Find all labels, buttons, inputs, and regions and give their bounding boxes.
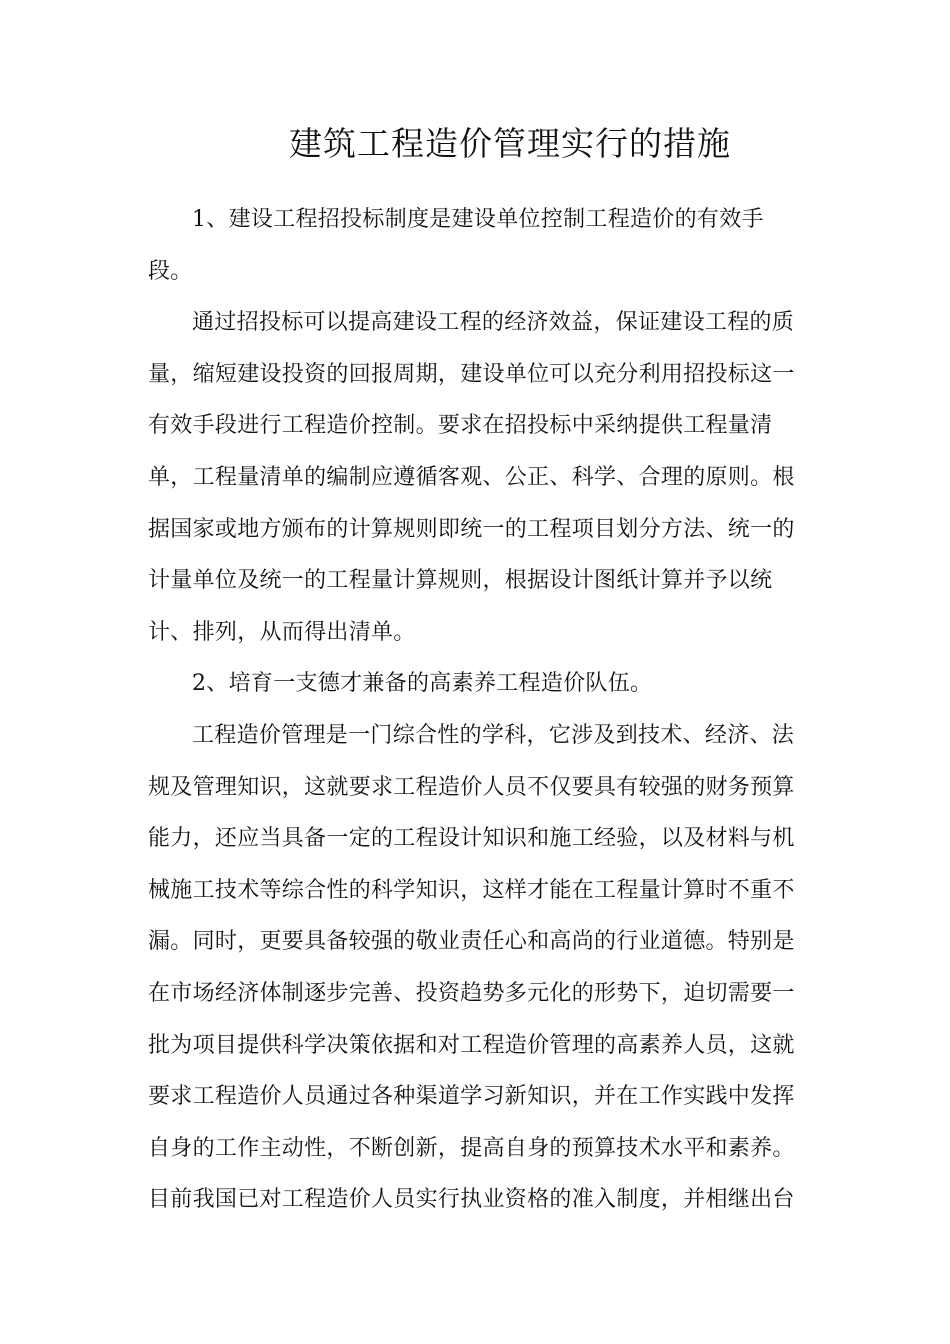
paragraph-line: 自身的工作主动性，不断创新，提高自身的预算技术水平和素养。: [148, 1135, 795, 1161]
paragraph-first-line: 通过招投标可以提高建设工程的经济效益，保证建设工程的质: [192, 310, 795, 336]
paragraph-first-line: 1、建设工程招投标制度是建设单位控制工程造价的有效手: [192, 207, 764, 232]
paragraph-line: 在市场经济体制逐步完善、投资趋势多元化的形势下，迫切需要一: [148, 980, 795, 1006]
paragraph-line: 能力，还应当具备一定的工程设计知识和施工经验，以及材料与机: [148, 826, 795, 852]
paragraph-line: 计量单位及统一的工程量计算规则，根据设计图纸计算并予以统: [148, 568, 773, 594]
paragraph-line: 要求工程造价人员通过各种渠道学习新知识，并在工作实践中发挥: [148, 1084, 795, 1110]
paragraph-line: 漏。同时，更要具备较强的敬业责任心和高尚的行业道德。特别是: [148, 929, 795, 955]
paragraph-line: 规及管理知识，这就要求工程造价人员不仅要具有较强的财务预算: [148, 774, 795, 800]
paragraph-line: 单，工程量清单的编制应遵循客观、公正、科学、合理的原则。根: [148, 464, 795, 490]
document-body: [148, 194, 798, 1226]
paragraph-line: 目前我国已对工程造价人员实行执业资格的准入制度，并相继出台: [148, 1187, 795, 1213]
paragraph-line: 械施工技术等综合性的科学知识，这样才能在工程量计算时不重不: [148, 877, 795, 903]
paragraph-line: 段。: [148, 258, 193, 284]
document-title: 建筑工程造价管理实行的措施: [289, 124, 731, 163]
paragraph-line: 计、排列，从而得出清单。: [148, 619, 416, 645]
paragraph-line: 量，缩短建设投资的回报周期，建设单位可以充分利用招投标这一: [148, 361, 795, 387]
paragraph-line: 批为项目提供科学决策依据和对工程造价管理的高素养人员，这就: [148, 1032, 795, 1058]
paragraph-line: 有效手段进行工程造价控制。要求在招投标中采纳提供工程量清: [148, 413, 773, 439]
paragraph-first-line: 2、培育一支德才兼备的高素养工程造价队伍。: [192, 671, 653, 697]
paragraph-line: 据国家或地方颁布的计算规则即统一的工程项目划分方法、统一的: [148, 516, 795, 542]
paragraph-first-line: 工程造价管理是一门综合性的学科，它涉及到技术、经济、法: [192, 722, 795, 748]
